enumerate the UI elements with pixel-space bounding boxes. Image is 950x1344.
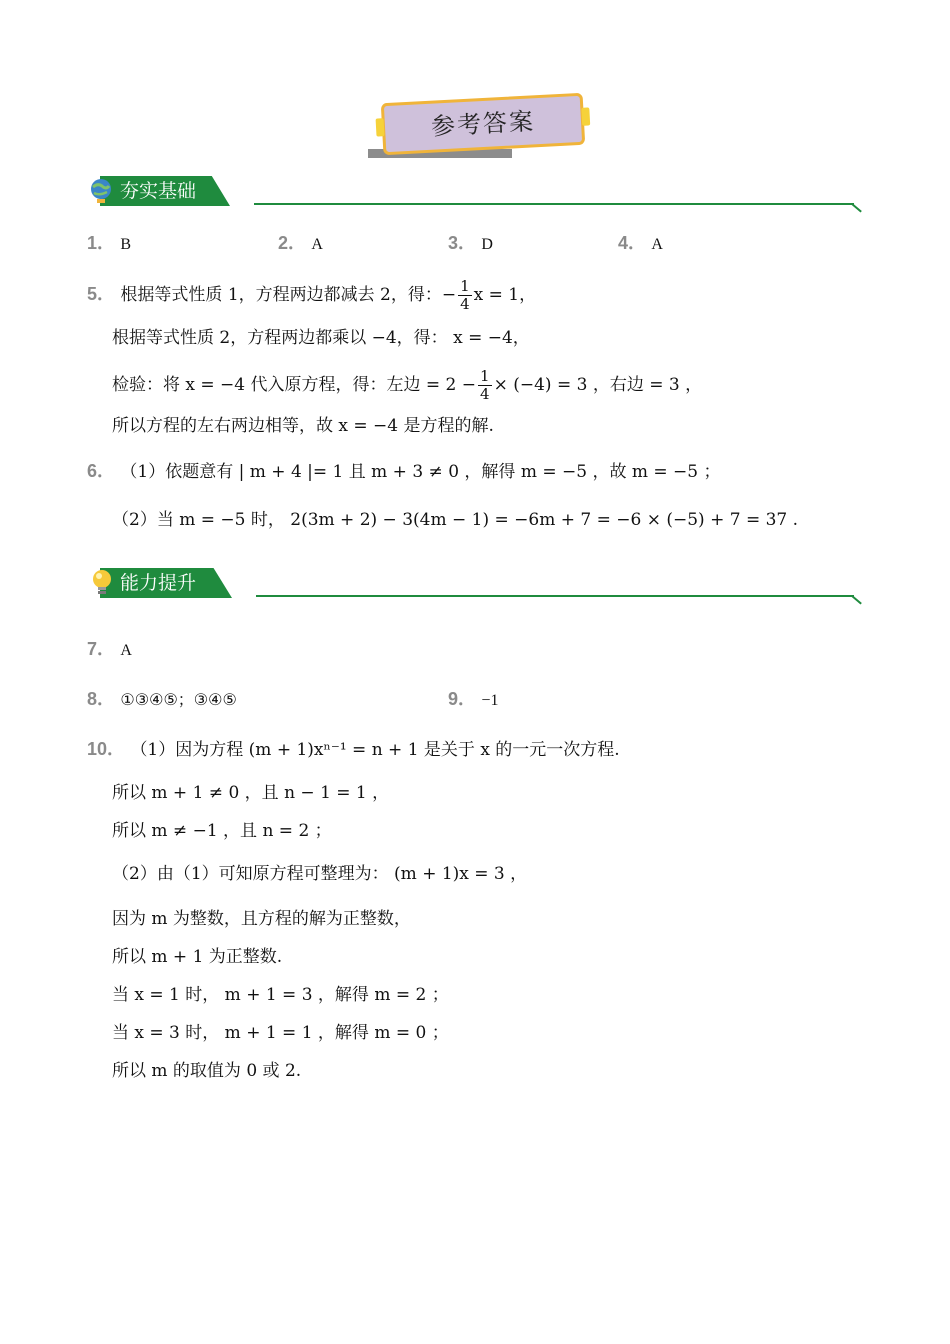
answer-item-7 (87, 638, 132, 662)
answer-item-10-line-4: （2）由（1）可知原方程可整理为： (m + 1)x = 3 ， (112, 864, 528, 884)
question-number: 5． (87, 284, 116, 304)
answer-item-10-line-1 (87, 738, 620, 761)
lightbulb-icon (90, 569, 114, 597)
answer-value: B (120, 236, 132, 253)
question-number: 4． (618, 233, 647, 253)
answer-item-10-line-2: 所以 m + 1 ≠ 0 ，且 n − 1 = 1 ， (112, 783, 390, 803)
question-number: 2． (278, 233, 307, 253)
answer-value: A (120, 642, 132, 659)
banner-tab-right (581, 107, 590, 125)
fraction-one-quarter: $\frac{1}{4}$ (480, 367, 490, 403)
section-title-basic: 夯实基础 (120, 180, 197, 202)
answer-item-10-line-5: 因为 m 为整数，且方程的解为正整数， (112, 909, 411, 929)
answer-item-5-line-1 (87, 278, 536, 313)
answer-item-10-line-6: 所以 m + 1 为正整数. (112, 947, 283, 967)
minus-sign: − (441, 285, 457, 305)
answer-text: x = 1， (473, 285, 537, 305)
answer-item-10-line-3: 所以 m ≠ −1 ，且 n = 2 ； (112, 821, 332, 841)
answer-value: ①③④⑤；③④⑤ (120, 692, 237, 709)
globe-icon (88, 178, 114, 204)
answer-item-6-line-2: （2）当 m = −5 时， 2(3m + 2) − 3(4m − 1) = −6m + 7 = −6 × (−5) + 7 = 37 . (112, 510, 799, 530)
answer-item-10-line-9: 所以 m 的取值为 0 或 2. (112, 1061, 302, 1081)
question-number: 9． (448, 689, 477, 709)
answer-item-1 (87, 232, 131, 256)
answer-text: （1）因为方程 (m + 1)xⁿ⁻¹ = n + 1 是关于 x 的一元一次方程. (130, 740, 620, 760)
answer-item-5-line-3 (112, 368, 702, 403)
fraction-one-quarter: $\frac{1}{4}$ (460, 277, 470, 313)
answer-item-5-line-2: 根据等式性质 2，方程两边都乘以 −4，得： x = −4， (112, 328, 530, 348)
answer-value: A (311, 236, 323, 253)
answer-item-4 (618, 232, 663, 256)
answer-item-3 (448, 232, 493, 256)
question-number: 1． (87, 233, 116, 253)
section-title-advanced: 能力提升 (120, 572, 197, 594)
question-number: 7． (87, 639, 116, 659)
question-number: 3． (448, 233, 477, 253)
section-rule-tail (851, 203, 861, 212)
answer-item-8 (87, 688, 237, 712)
question-number: 10． (87, 739, 126, 759)
section-rule (254, 203, 854, 205)
answer-text: 根据等式性质 1，方程两边都减去 2，得： (120, 285, 442, 305)
answer-item-6-line-1 (87, 460, 721, 483)
answer-value: −1 (481, 692, 499, 709)
page-title: 参考答案 (430, 107, 536, 141)
answer-item-9 (448, 688, 498, 712)
question-number: 8． (87, 689, 116, 709)
section-rule-tail (851, 595, 861, 604)
answer-item-10-line-8: 当 x = 3 时， m + 1 = 1 ，解得 m = 0 ； (112, 1023, 449, 1043)
answer-text: 检验：将 x = −4 代入原方程，得：左边 = 2 − (112, 375, 477, 395)
answer-item-5-line-4: 所以方程的左右两边相等，故 x = −4 是方程的解. (112, 416, 494, 436)
answer-item-2 (278, 232, 323, 256)
answer-value: A (651, 236, 663, 253)
section-header-basic (86, 176, 866, 216)
answer-item-10-line-7: 当 x = 1 时， m + 1 = 3 ，解得 m = 2 ； (112, 985, 449, 1005)
answer-text: （1）依题意有 | m + 4 |= 1 且 m + 3 ≠ 0 ，解得 m = −5 ，故 m = −5 ； (120, 462, 721, 482)
title-banner (381, 93, 585, 156)
question-number: 6． (87, 461, 116, 481)
section-rule (256, 595, 854, 597)
answer-text: × (−4) = 3 ，右边 = 3 ， (493, 375, 703, 395)
banner-tab-left (376, 118, 385, 136)
answer-value: D (481, 236, 493, 253)
section-header-advanced (86, 568, 866, 608)
